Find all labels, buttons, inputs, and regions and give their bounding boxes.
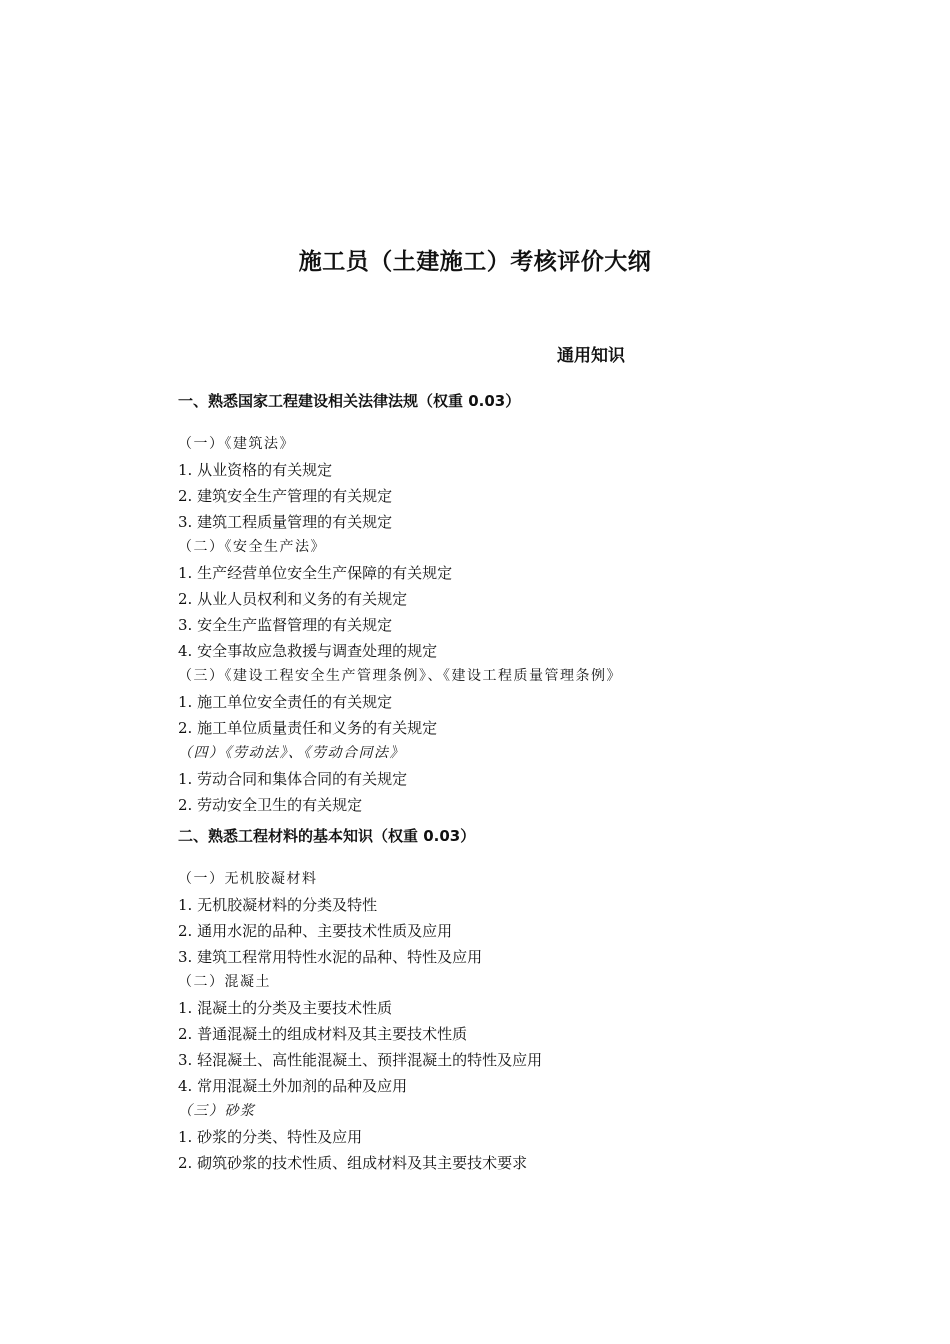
outline-item: 2. 通用水泥的品种、主要技术性质及应用 bbox=[178, 922, 453, 940]
outline-item: 1. 混凝土的分类及主要技术性质 bbox=[178, 999, 393, 1017]
outline-item: 3. 建筑工程常用特性水泥的品种、特性及应用 bbox=[178, 948, 483, 966]
outline-item: 4. 常用混凝土外加剂的品种及应用 bbox=[178, 1077, 408, 1095]
subsection-heading: （二）《安全生产法》 bbox=[178, 539, 326, 555]
subsection-heading: （三）砂浆 bbox=[178, 1103, 256, 1119]
outline-item: 1. 无机胶凝材料的分类及特性 bbox=[178, 896, 378, 914]
outline-item: 1. 生产经营单位安全生产保障的有关规定 bbox=[178, 564, 453, 582]
group-heading: 一、熟悉国家工程建设相关法律法规（权重 0.03） bbox=[178, 392, 521, 410]
outline-item: 2. 劳动安全卫生的有关规定 bbox=[178, 796, 363, 814]
outline-item: 1. 从业资格的有关规定 bbox=[178, 461, 333, 479]
section-title: 通用知识 bbox=[557, 346, 625, 366]
outline-item: 1. 施工单位安全责任的有关规定 bbox=[178, 693, 393, 711]
outline-item: 2. 施工单位质量责任和义务的有关规定 bbox=[178, 719, 438, 737]
subsection-heading: （二）混凝土 bbox=[178, 974, 271, 990]
outline-group bbox=[178, 825, 878, 1176]
subsection-heading: （三）《建设工程安全生产管理条例》、《建设工程质量管理条例》 bbox=[178, 668, 622, 684]
group-heading: 二、熟悉工程材料的基本知识（权重 0.03） bbox=[178, 827, 476, 845]
outline-item: 4. 安全事故应急救援与调查处理的规定 bbox=[178, 642, 438, 660]
subsection-heading: （四）《劳动法》、《劳动合同法》 bbox=[178, 745, 405, 761]
outline-item: 1. 砂浆的分类、特性及应用 bbox=[178, 1128, 363, 1146]
outline-item: 3. 安全生产监督管理的有关规定 bbox=[178, 616, 393, 634]
outline-item: 2. 普通混凝土的组成材料及其主要技术性质 bbox=[178, 1025, 468, 1043]
subsection-heading: （一）《建筑法》 bbox=[178, 436, 295, 452]
outline-group bbox=[178, 390, 878, 818]
document-body bbox=[178, 390, 878, 1176]
outline-item: 1. 劳动合同和集体合同的有关规定 bbox=[178, 770, 408, 788]
outline-item: 3. 建筑工程质量管理的有关规定 bbox=[178, 513, 393, 531]
document-title: 施工员（土建施工）考核评价大纲 bbox=[298, 249, 652, 275]
outline-item: 2. 从业人员权利和义务的有关规定 bbox=[178, 590, 408, 608]
outline-item: 2. 建筑安全生产管理的有关规定 bbox=[178, 487, 393, 505]
outline-item: 3. 轻混凝土、高性能混凝土、预拌混凝土的特性及应用 bbox=[178, 1051, 543, 1069]
subsection-heading: （一）无机胶凝材料 bbox=[178, 871, 318, 887]
outline-item: 2. 砌筑砂浆的技术性质、组成材料及其主要技术要求 bbox=[178, 1154, 528, 1172]
